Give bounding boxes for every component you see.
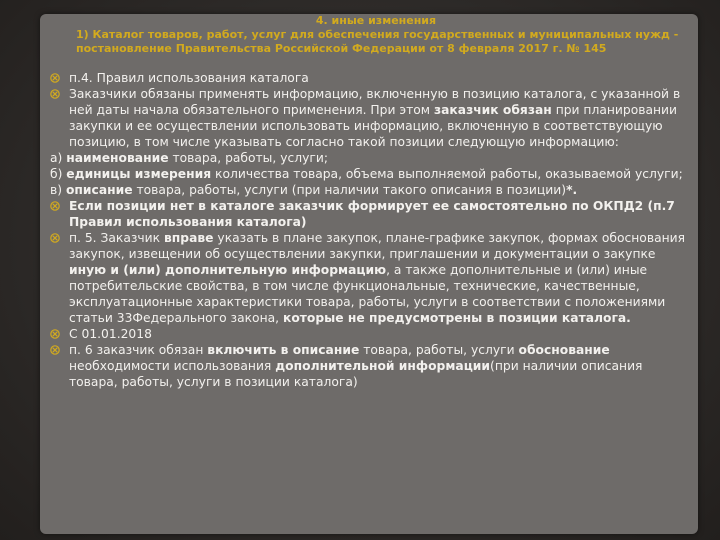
body-text: п.4. Правил использования каталога	[69, 71, 309, 85]
emphasis-text: наименование	[66, 151, 169, 165]
emphasis-text: иную и (или) дополнительную информацию	[69, 263, 387, 277]
body-text: С 01.01.2018	[69, 327, 152, 341]
body-text: товара, работы, услуги;	[168, 151, 328, 165]
body-text: б)	[50, 167, 67, 181]
circled-x-bullet-icon	[50, 233, 60, 243]
bullet-item	[50, 70, 690, 86]
list-line	[50, 166, 690, 182]
body-text: при планировании закупки и ее осуществлении использовать информацию, включенную в соответствующую позицию, в том числе указывать согласно такой позиции следующую информацию:	[69, 103, 678, 149]
body-text: необходимости использования	[69, 359, 276, 373]
bullet-item	[50, 86, 690, 150]
list-line	[50, 150, 690, 166]
emphasis-text: единицы измерения	[66, 167, 212, 181]
emphasis-text: вправе	[164, 231, 214, 245]
body-text: (при наличии описания товара, работы, услуги в позиции каталога)	[69, 359, 643, 389]
body-text: Заказчики обязаны применять информацию, включенную в позицию каталога, с указанной в ней даты начала обязательного применения. При этом	[69, 87, 681, 117]
body-text: в)	[50, 183, 66, 197]
emphasis-text: заказчик обязан	[433, 103, 552, 117]
bullet-item	[50, 230, 690, 326]
section-title: 4. иные изменения	[315, 14, 437, 27]
body-text: п. 5. Заказчик	[69, 231, 165, 245]
body-text: п. 6 заказчик обязан	[69, 343, 208, 357]
emphasis-text: обоснование	[518, 343, 610, 357]
circled-x-bullet-icon	[50, 73, 60, 83]
emphasis-text: описание	[65, 183, 133, 197]
body-text: а)	[50, 151, 67, 165]
body-text: товара, работы, услуги (при наличии такого описания в позиции)	[132, 183, 567, 197]
circled-x-bullet-icon	[50, 345, 60, 355]
circled-x-bullet-icon	[50, 89, 60, 99]
slide-header	[56, 14, 696, 56]
emphasis-text: включить в описание	[207, 343, 360, 357]
body-text: количества товара, объема выполняемой работы, оказываемой услуги;	[211, 167, 683, 181]
emphasis-text: дополнительной информации	[275, 359, 491, 373]
list-line	[50, 182, 690, 198]
bullet-item	[50, 342, 690, 390]
bullet-item	[50, 198, 690, 230]
emphasis-text: которые не предусмотрены в позиции каталога.	[282, 311, 631, 325]
bullet-item	[50, 326, 690, 342]
emphasis-text: Если позиции нет в каталоге заказчик формирует ее самостоятельно по ОКПД2 (п.7 Правил использования каталога)	[69, 199, 675, 229]
slide-body	[50, 70, 690, 390]
section-subtitle: 1) Каталог товаров, работ, услуг для обеспечения государственных и муниципальных нужд - постановление Правительства Российской Федерации от 8 февраля 2017 г. № 145	[76, 28, 679, 55]
circled-x-bullet-icon	[50, 329, 60, 339]
emphasis-text: *.	[566, 183, 578, 197]
body-text: указать в плане закупок, плане-графике закупок, формах обоснования закупок, извещении об осуществлении закупки, приглашении и документации о закупке	[69, 231, 686, 261]
body-text: , а также дополнительные и (или) иные потребительские свойства, в том числе функциональные, технические, качественные, эксплуатационные характеристики товара, работы, услуги в соответствии с положениями статьи 33Федерального закона,	[69, 263, 666, 325]
circled-x-bullet-icon	[50, 201, 60, 211]
body-text: товара, работы, услуги	[359, 343, 519, 357]
